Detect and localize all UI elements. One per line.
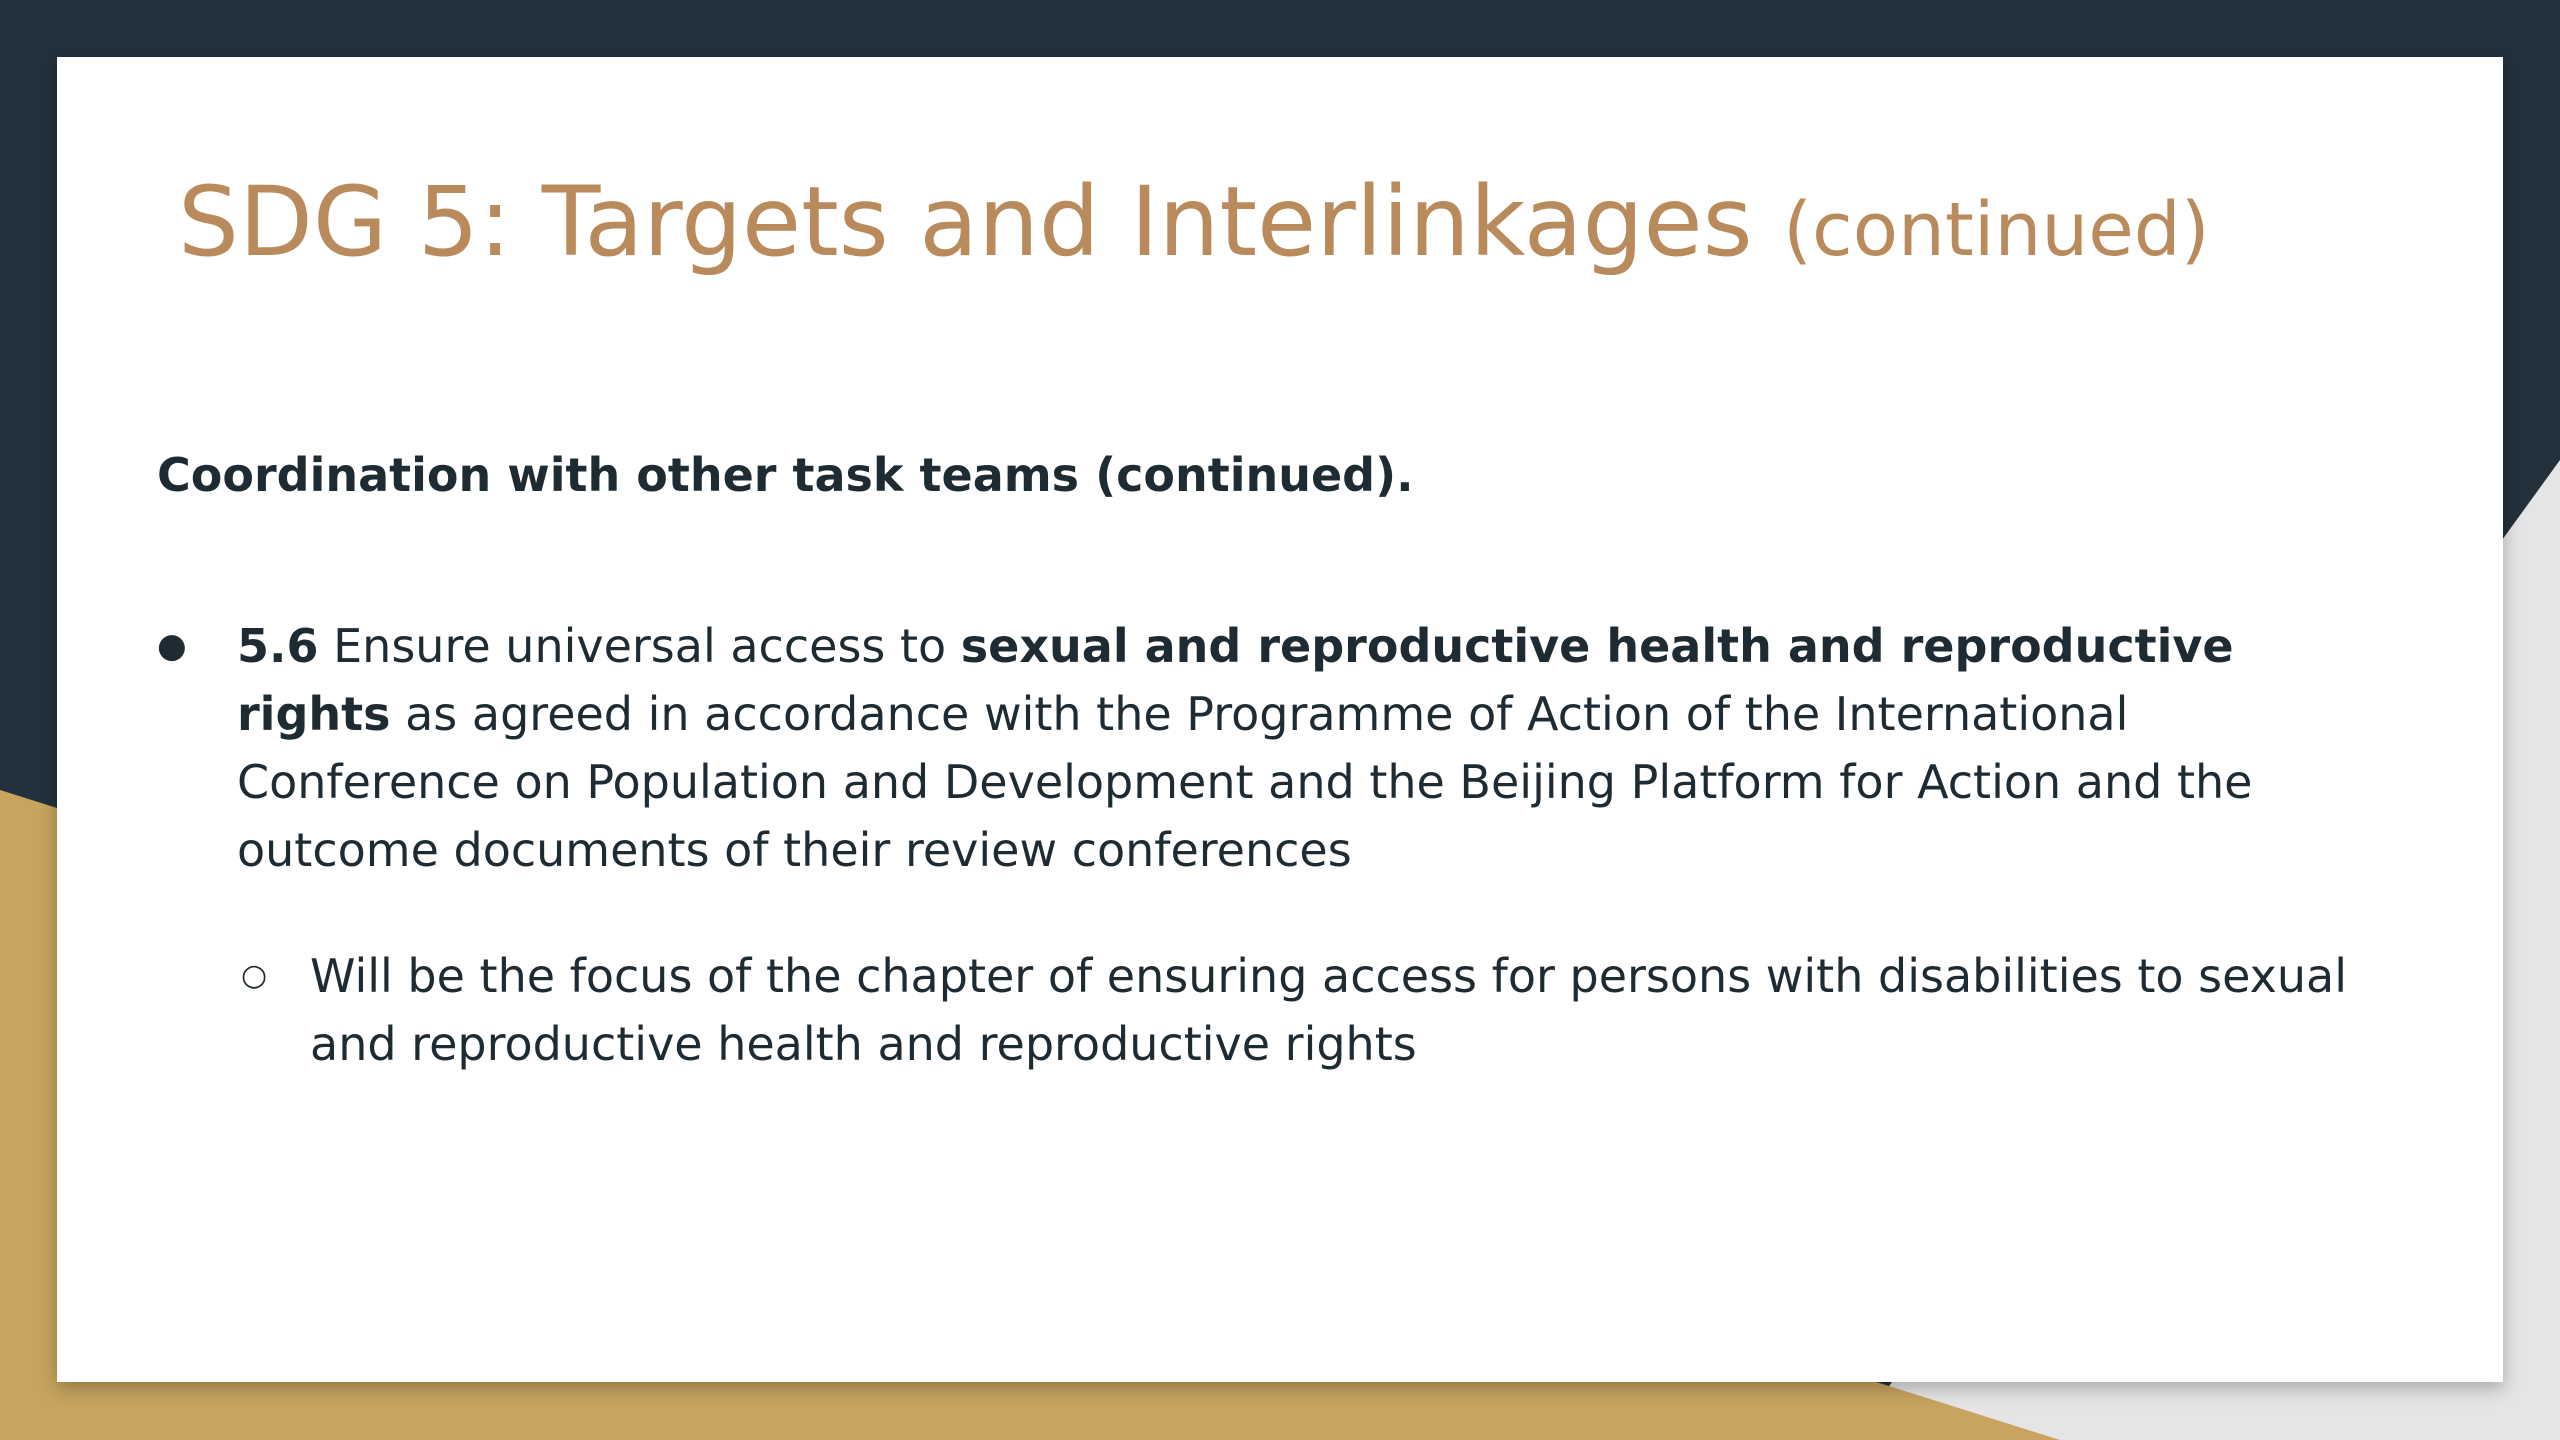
section-heading: Coordination with other task teams (continued). [157, 448, 1414, 502]
title-main: SDG 5: Targets and Interlinkages [178, 166, 1753, 278]
bullet-item [157, 612, 2392, 884]
sub-bullet-item [237, 942, 2392, 1078]
hollow-circle-icon: ○ [241, 958, 268, 993]
sub-bullet-text: Will be the focus of the chapter of ensuring access for persons with disabilities to sexual and reproductive health and reproductive rights [310, 949, 2347, 1071]
bullet-bold-text: sexual and reproductive health and reproductive rights [237, 619, 2234, 741]
bullet-text [237, 612, 2392, 884]
bullet-text-before: Ensure universal access to [318, 619, 961, 673]
target-number: 5.6 [237, 619, 319, 673]
slide-title [178, 165, 2210, 280]
bullet-text-after: as agreed in accordance with the Programme of Action of the International Conference on Population and Development and the Beijing Platform for Action and the outcome documents of their review conferences [237, 687, 2253, 877]
slide-content [157, 612, 2392, 1078]
title-suffix: (continued) [1783, 187, 2210, 273]
bullet-dot-icon: ● [157, 626, 187, 666]
